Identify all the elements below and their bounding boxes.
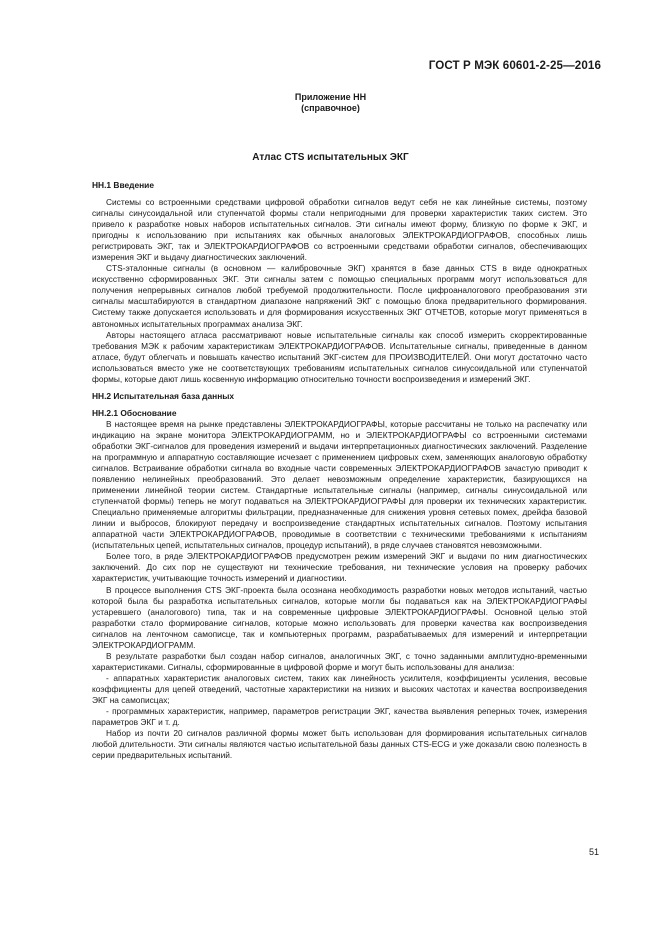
list-item: - аппаратных характеристик аналоговых систем, таких как линейность усилителя, коэффициенты усиления, весовые коэффициенты для цепей отведений, частотные характеристики на низких и высоких частотах и качества воспроизведения ЭКГ на самописцах; [92, 672, 587, 705]
standard-code: ГОСТ Р МЭК 60601-2-25—2016 [428, 59, 601, 72]
page-title: Атлас CTS испытательных ЭКГ [252, 152, 409, 163]
page-number: 51 [588, 847, 599, 857]
list-item: - программных характеристик, например, параметров регистрации ЭКГ, качества выявления реперных точек, измерения параметров ЭКГ и т. д. [92, 706, 587, 728]
appendix-heading [0, 92, 661, 114]
paragraph: Набор из почти 20 сигналов различной формы может быть использован для формирования испытательных сигналов любой длительности. Эти сигналы являются частью испытательной базы данных CTS-ECG и уже доказали свою полезность в серии предварительных испытаний. [92, 728, 587, 761]
subsection-heading: НН.2.1 Обоснование [92, 407, 177, 418]
appendix-label: Приложение НН [294, 92, 367, 102]
document-body [92, 180, 587, 761]
paragraph: В результате разработки был создан набор сигналов, аналогичных ЭКГ, с точно заданными амплитудно-временными характеристиками. Сигналы, сформированные в цифровой форме и могут быть использованы для анализа: [92, 650, 587, 672]
paragraph: Авторы настоящего атласа рассматривают новые испытательные сигналы как способ измерить скорректированные требования МЭК к рабочим характеристикам ЭЛЕКТРОКАРДИОГРАФОВ. Испытательные сигналы, приведенные в данном атласе, будут облегчать и повышать качество испытаний ЭКГ-систем для ПРОИЗВОДИТЕЛЕЙ. Они могут достаточно часто использоваться вместо уже не соответствующих требованиям испытательных сигналов синусоидальной или ступенчатой формы, которые дают лишь косвенную информацию относительно точности воспроизведения и измерений ЭКГ. [92, 329, 587, 384]
paragraph: CTS-эталонные сигналы (в основном — калибровочные ЭКГ) хранятся в базе данных CTS в виде однократных искусственно сформированных ЭКГ. Эти сигналы затем с помощью специальных программ могут использоваться для получения непрерывных сигналов любой требуемой продолжительности. После цифроаналогового преобразования эти сигналы масштабируются в стандартном диапазоне напряжений ЭКГ с помощью блока предварительного формирования. Систему также допускается использовать и для формирования искусственных ЭКГ ОТЧЕТОВ, которые могут применяться в автономных испытательных программах анализа ЭКГ. [92, 263, 587, 329]
paragraph: Более того, в ряде ЭЛЕКТРОКАРДИОГРАФОВ предусмотрен режим измерений ЭКГ и выдачи по ним диагностических заключений. До сих пор не существуют ни технические требования, ни технические условия на проверку рабочих характеристик, учитывающие точность измерений и диагностики. [92, 551, 587, 584]
paragraph: В процессе выполнения CTS ЭКГ-проекта была осознана необходимость разработки новых методов испытаний, частью которой была бы разработка испытательных сигналов, которые могли бы подаваться как на ЭЛЕКТРОКАРДИОГРАФЫ устаревшего (аналогового) типа, так и на современные цифровые ЭЛЕКТРОКАРДИОГРАФЫ. Основной целью этой разработки стало формирование сигналов, которые можно использовать для проверки качества как воспроизведения сигналов на ленточном самописце, так и компьютерных программ, разрабатываемых для измерений и интерпретации ЭЛЕКТРОКАРДИОГРАММ. [92, 584, 587, 650]
paragraph: В настоящее время на рынке представлены ЭЛЕКТРОКАРДИОГРАФЫ, которые рассчитаны не только на распечатку или индикацию на экране монитора ЭЛЕКТРОКАРДИОГРАММ, но и ЭЛЕКТРОКАРДИОГРАФЫ со встроенными системами обработки ЭКГ-сигналов для проведения измерений и выдачи интерпретационных диагностических заключений. Разделение на программную и аппаратную составляющие исчезает с применением цифровых схем, заменяющих аналоговую обработку сигналов. Встраивание обработки сигнала во входные части современных ЭЛЕКТРОКАРДИОГРАФОВ зачастую приводит к появлению нелинейных преобразований. Это делает невозможным определение характеристик, базирующихся на применении линейной теории систем. Стандартные испытательные сигналы (например, сигналы синусоидальной или ступенчатой формы) теперь не могут подаваться на ЭЛЕКТРОКАРДИОГРАФЫ для проверки их технических характеристик. Специально применяемые алгоритмы фильтрации, предназначенные для снижения уровня сетевых помех, дрейфа базовой линии и выбросов, блокируют передачу и воспроизведение стандартных испытательных сигналов. Поэтому испытания аппаратной части ЭЛЕКТРОКАРДИОГРАФОВ, проводимые в соответствии с техническими требованиями к испытаниям (испытательных цепей, испытательных сигналов, процедур испытаний), в ряде случаев становятся невозможными. [92, 418, 587, 551]
section-heading-intro: НН.1 Введение [92, 180, 154, 190]
appendix-note: (справочное) [301, 103, 360, 113]
section-heading-base: НН.2 Испытательная база данных [92, 390, 235, 401]
paragraph: Системы со встроенными средствами цифровой обработки сигналов ведут себя не как линейные системы, поэтому сигналы синусоидальной или ступенчатой формы стали непригодными для проверки характеристик таких систем. Это привело к разработке новых наборов испытательных сигналов. Эти сигналы имеют форму, близкую по форме к ЭКГ, и пригодны к использованию при испытаниях как обычных аналоговых ЭЛЕКТРОКАРДИОГРАФОВ, способных лишь регистрировать ЭКГ, так и ЭЛЕКТРОКАРДИОГРАФОВ со встроенными средствами обработки сигналов, обеспечивающих измерения ЭКГ и выдачу диагностических заключений. [92, 197, 587, 263]
